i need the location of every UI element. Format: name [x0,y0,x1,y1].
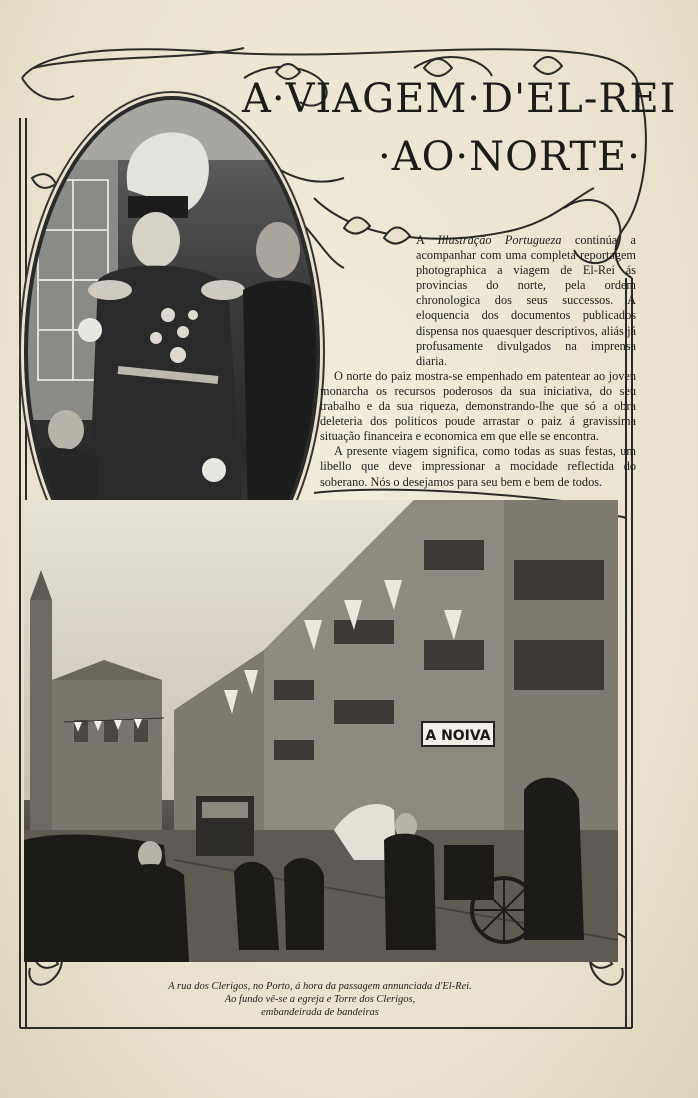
street-scene-photo [24,500,618,962]
article-paragraph-2: O norte do paiz mostra-se empenhado em patentear ao joven monarcha os recursos poderosos da sua iniciativa, do seu trabalho e da sua riqueza, demonstrando-lhe que só a obra deleteria dos politicos poude arrastar o paiz á gravissima situação financeira e economica em que elle se encontra. [320,368,636,444]
article-body [320,233,636,490]
article-paragraph-1 [320,233,636,369]
caption-line-3: embandeirada de bandeiras [261,1007,379,1018]
shop-sign-text: A NOIVA [425,728,491,744]
paragraph-1-prefix: A [416,233,438,247]
caption-line-2: Ao fundo vê-se a egreja e Torre dos Clerigos, [224,994,416,1005]
caption-line-1: A rua dos Clerigos, no Porto, á hora da passagem annunciada d'El-Rei. [168,981,472,992]
publication-name: Illustração Portugueza [437,233,562,247]
photo-caption [60,980,580,1019]
article-paragraph-3: A presente viagem significa, como todas as suas festas, um libello que deve impressionar a mocidade reflectida do soberano. Nós o desejamos para seu bem e bem de todos. [320,444,636,489]
article-title-line-2: ·AO·NORTE· [378,134,641,180]
street-illustration [24,500,618,962]
paragraph-1-text: continúa a acompanhar com uma completa reportagem photographica a viagem de El-Rei ás provincias do norte, pela ordem chronologica dos seus successos. A eloquencia dos documentos publicados dispensa nos quaesquer descriptivos, aliás já profusamente divulgados na imprensa diaria. [416,233,636,368]
article-title-line-1: A·VIAGEM·D'EL-REI [242,76,677,122]
